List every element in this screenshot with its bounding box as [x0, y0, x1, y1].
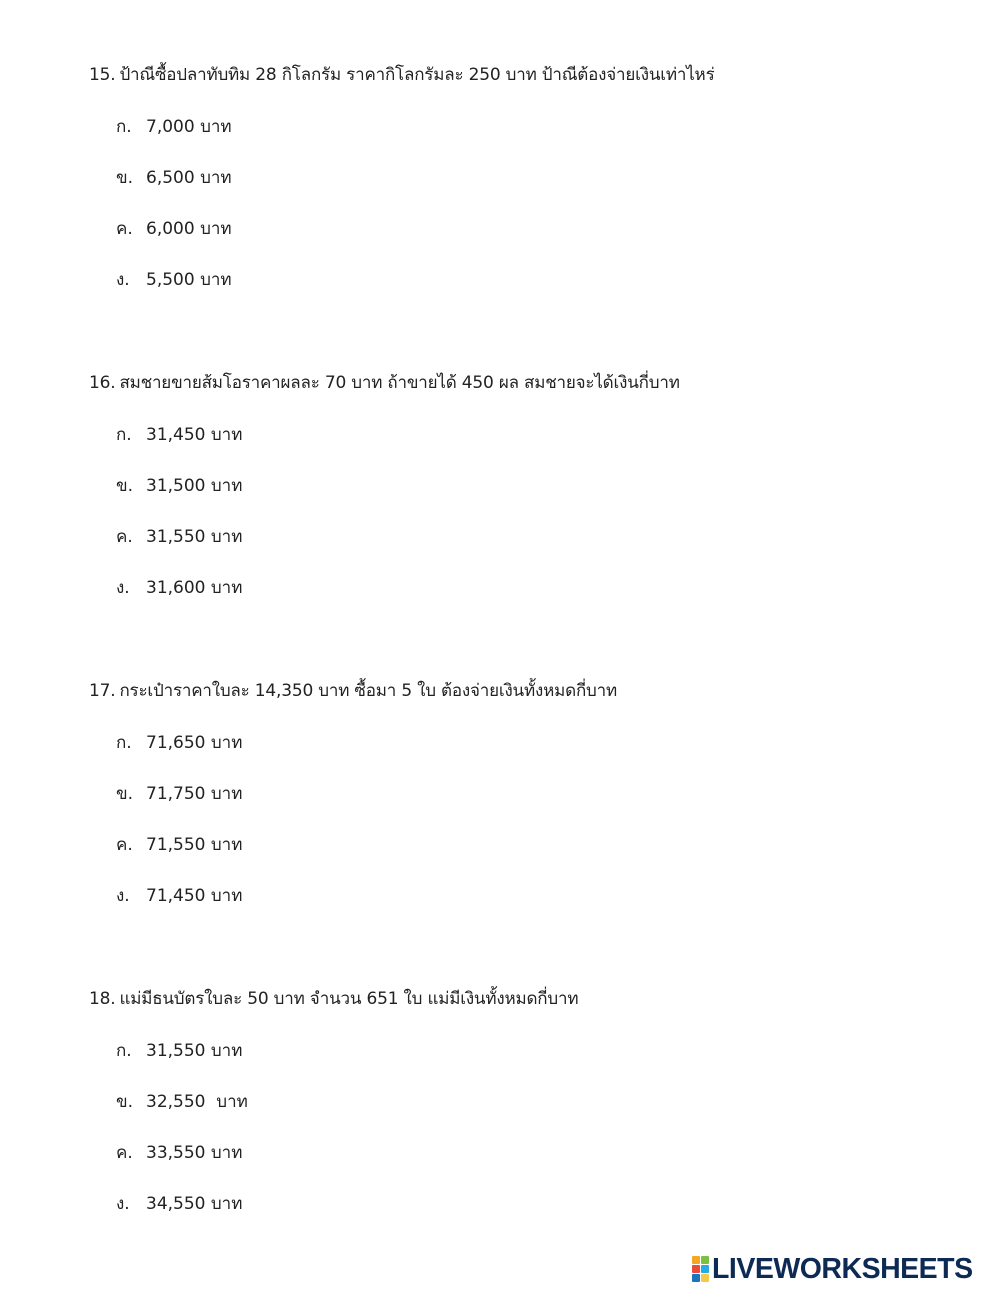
answer-option-b — [89, 165, 949, 216]
option-value: 7,000 บาท — [146, 116, 232, 137]
question-prompt: กระเป๋าราคาใบละ 14,350 บาท ซื้อมา 5 ใบ ต้องจ่ายเงินทั้งหมดกี่บาท — [119, 681, 617, 701]
option-value: 31,450 บาท — [146, 424, 243, 445]
option-letter: ก. — [116, 424, 132, 445]
answer-option-a — [89, 114, 949, 165]
option-value: 33,550 บาท — [146, 1143, 243, 1164]
answer-choice[interactable] — [116, 883, 242, 909]
logo-block — [692, 1274, 700, 1282]
answer-option-a — [89, 1038, 949, 1089]
question-text — [89, 370, 949, 396]
option-value: 71,650 บาท — [146, 732, 243, 753]
question-prompt: แม่มีธนบัตรใบละ 50 บาท จำนวน 651 ใบ แม่มีเงินทั้งหมดกี่บาท — [119, 989, 579, 1009]
answer-option-b — [89, 781, 949, 832]
option-value: 31,550 บาท — [146, 527, 243, 548]
question-prompt: ป้าณีซื้อปลาทับทิม 28 กิโลกรัม ราคากิโลกรัมละ 250 บาท ป้าณีต้องจ่ายเงินเท่าไหร่ — [119, 65, 715, 85]
question-number: 16. — [89, 373, 116, 393]
answer-options — [89, 422, 949, 627]
answer-option-c — [89, 832, 949, 883]
question-number: 15. — [89, 65, 116, 85]
option-value: 31,500 บาท — [146, 475, 243, 496]
question-prompt: สมชายขายส้มโอราคาผลละ 70 บาท ถ้าขายได้ 450 ผล สมชายจะได้เงินกี่บาท — [119, 373, 680, 393]
option-letter: ก. — [116, 116, 132, 137]
answer-choice[interactable] — [116, 524, 242, 550]
option-letter: ข. — [116, 475, 134, 496]
option-letter: ค. — [116, 835, 133, 856]
answer-options — [89, 114, 949, 319]
answer-option-a — [89, 422, 949, 473]
answer-option-d — [89, 575, 949, 626]
option-letter: ข. — [116, 783, 134, 804]
answer-choice[interactable] — [116, 575, 242, 601]
logo-block — [701, 1256, 709, 1264]
answer-option-a — [89, 730, 949, 781]
answer-choice[interactable] — [116, 114, 232, 140]
liveworksheets-logo — [692, 1253, 973, 1285]
answer-choice[interactable] — [116, 832, 242, 858]
logo-block — [692, 1256, 700, 1264]
question-text — [89, 62, 949, 88]
option-letter: ค. — [116, 1143, 133, 1164]
option-value: 71,750 บาท — [146, 783, 243, 804]
option-value: 71,550 บาท — [146, 835, 243, 856]
option-letter: ง. — [116, 1194, 130, 1215]
answer-choice[interactable] — [116, 1140, 242, 1166]
answer-choice[interactable] — [116, 1038, 242, 1064]
option-letter: ก. — [116, 732, 132, 753]
answer-option-c — [89, 216, 949, 267]
answer-choice[interactable] — [116, 165, 232, 191]
answer-choice[interactable] — [116, 1191, 242, 1217]
option-letter: ข. — [116, 167, 134, 188]
answer-choice[interactable] — [116, 422, 242, 448]
option-value: 32,550 บาท — [146, 1091, 248, 1112]
option-value: 6,500 บาท — [146, 167, 232, 188]
option-letter: ง. — [116, 886, 130, 907]
answer-choice[interactable] — [116, 216, 232, 242]
answer-choice[interactable] — [116, 1089, 248, 1115]
question-15 — [89, 62, 949, 319]
question-17 — [89, 678, 949, 935]
answer-option-c — [89, 1140, 949, 1191]
answer-option-d — [89, 267, 949, 318]
option-letter: ค. — [116, 527, 133, 548]
question-18 — [89, 986, 949, 1243]
answer-option-c — [89, 524, 949, 575]
option-value: 31,550 บาท — [146, 1040, 243, 1061]
question-16 — [89, 370, 949, 627]
answer-option-b — [89, 473, 949, 524]
answer-choice[interactable] — [116, 730, 242, 756]
answer-option-b — [89, 1089, 949, 1140]
question-number: 17. — [89, 681, 116, 701]
logo-block — [692, 1265, 700, 1273]
answer-choice[interactable] — [116, 267, 232, 293]
answer-option-d — [89, 1191, 949, 1242]
logo-blocks-icon — [692, 1256, 709, 1282]
option-value: 31,600 บาท — [146, 578, 243, 599]
option-letter: ก. — [116, 1040, 132, 1061]
question-text — [89, 986, 949, 1012]
option-letter: ข. — [116, 1091, 134, 1112]
option-value: 6,000 บาท — [146, 219, 232, 240]
answer-option-d — [89, 883, 949, 934]
option-value: 34,550 บาท — [146, 1194, 243, 1215]
question-number: 18. — [89, 989, 116, 1009]
logo-text: LIVEWORKSHEETS — [712, 1253, 973, 1285]
question-text — [89, 678, 949, 704]
option-letter: ง. — [116, 578, 130, 599]
answer-options — [89, 1038, 949, 1243]
logo-block — [701, 1265, 709, 1273]
option-letter: ง. — [116, 270, 130, 291]
logo-block — [701, 1274, 709, 1282]
answer-choice[interactable] — [116, 473, 242, 499]
option-value: 5,500 บาท — [146, 270, 232, 291]
answer-options — [89, 730, 949, 935]
option-letter: ค. — [116, 219, 133, 240]
option-value: 71,450 บาท — [146, 886, 243, 907]
answer-choice[interactable] — [116, 781, 242, 807]
